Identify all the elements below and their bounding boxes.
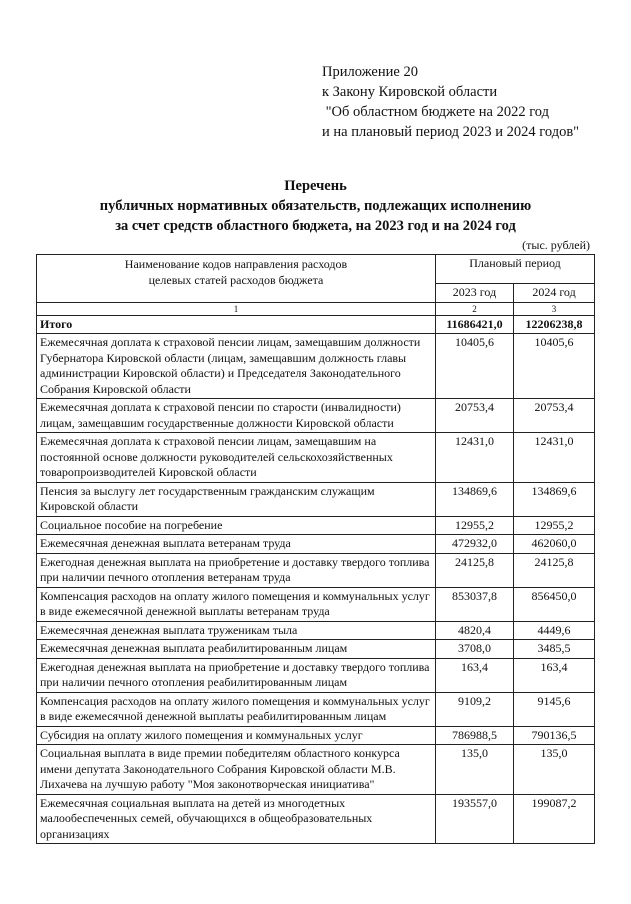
- row-value-2023: 163,4: [436, 658, 514, 692]
- row-name: Пенсия за выслугу лет государственным гражданским служащим Кировской области: [37, 482, 436, 516]
- title-line: Перечень: [284, 178, 347, 194]
- table-row: [37, 726, 595, 745]
- row-name: Ежемесячная денежная выплата труженикам тыла: [37, 621, 436, 640]
- column-number: 2: [436, 302, 514, 315]
- row-value-2024: 462060,0: [514, 535, 595, 554]
- row-value-2023: 9109,2: [436, 692, 514, 726]
- row-value-2023: 12955,2: [436, 516, 514, 535]
- row-value-2023: 853037,8: [436, 587, 514, 621]
- table-row: [37, 794, 595, 844]
- row-name: Социальная выплата в виде премии победителям областного конкурса имени депутата Законодательного Собрания Кировской области М.В. Лихачева на лучшую работу "Моя законотворческая инициатива": [37, 745, 436, 795]
- row-value-2024: 134869,6: [514, 482, 595, 516]
- row-name: Компенсация расходов на оплату жилого помещения и коммунальных услуг в виде ежемесячной денежной выплаты ветеранам труда: [37, 587, 436, 621]
- table-row: [37, 640, 595, 659]
- total-label: Итого: [37, 315, 436, 334]
- row-value-2024: 24125,8: [514, 553, 595, 587]
- row-value-2023: 10405,6: [436, 334, 514, 399]
- table-header-row: [37, 255, 595, 284]
- table-row: [37, 658, 595, 692]
- appendix-header: [322, 62, 579, 142]
- header-name-line: Наименование кодов направления расходов: [124, 257, 348, 271]
- appendix-line: "Об областном бюджете на 2022 год: [322, 104, 550, 120]
- column-number-row: [37, 302, 595, 315]
- header-name-line: целевых статей расходов бюджета: [148, 272, 324, 287]
- row-value-2023: 24125,8: [436, 553, 514, 587]
- row-name: Ежегодная денежная выплата на приобретение и доставку твердого топлива при наличии печного отопления реабилитированным лицам: [37, 658, 436, 692]
- row-value-2024: 135,0: [514, 745, 595, 795]
- row-value-2023: 12431,0: [436, 433, 514, 483]
- row-value-2023: 135,0: [436, 745, 514, 795]
- row-value-2024: 790136,5: [514, 726, 595, 745]
- header-period-cell: Плановый период: [436, 255, 595, 284]
- table-row: [37, 587, 595, 621]
- row-name: Ежемесячная доплата к страховой пенсии по старости (инвалидности) лицам, замещавшим государственные должности Кировской области: [37, 399, 436, 433]
- row-value-2024: 10405,6: [514, 334, 595, 399]
- row-value-2024: 4449,6: [514, 621, 595, 640]
- header-year-2024: 2024 год: [514, 284, 595, 303]
- appendix-line: к Закону Кировской области: [322, 84, 498, 100]
- row-name: Ежегодная денежная выплата на приобретение и доставку твердого топлива при наличии печного отопления ветеранам труда: [37, 553, 436, 587]
- row-value-2023: 193557,0: [436, 794, 514, 844]
- obligations-table: [36, 254, 595, 844]
- document-title: [0, 176, 631, 236]
- row-value-2024: 199087,2: [514, 794, 595, 844]
- appendix-line: и на плановый период 2023 и 2024 годов": [322, 124, 580, 140]
- total-2024: 12206238,8: [514, 315, 595, 334]
- row-name: Субсидия на оплату жилого помещения и коммунальных услуг: [37, 726, 436, 745]
- row-value-2023: 472932,0: [436, 535, 514, 554]
- units-label: (тыс. рублей): [522, 238, 590, 252]
- row-value-2024: 856450,0: [514, 587, 595, 621]
- row-value-2024: 3485,5: [514, 640, 595, 659]
- column-number: 1: [37, 302, 436, 315]
- row-value-2023: 3708,0: [436, 640, 514, 659]
- table-row: [37, 516, 595, 535]
- row-name: Ежемесячная социальная выплата на детей из многодетных малообеспеченных семей, обучающихся в общеобразовательных организациях: [37, 794, 436, 844]
- table-row: [37, 553, 595, 587]
- row-name: Ежемесячная денежная выплата ветеранам труда: [37, 535, 436, 554]
- row-name: Компенсация расходов на оплату жилого помещения и коммунальных услуг в виде ежемесячной денежной выплаты реабилитированным лицам: [37, 692, 436, 726]
- column-number: 3: [514, 302, 595, 315]
- row-value-2024: 12955,2: [514, 516, 595, 535]
- row-value-2024: 9145,6: [514, 692, 595, 726]
- table-row: [37, 621, 595, 640]
- row-value-2023: 20753,4: [436, 399, 514, 433]
- table-row: [37, 535, 595, 554]
- appendix-line: Приложение 20: [322, 64, 418, 80]
- title-line: публичных нормативных обязательств, подлежащих исполнению: [99, 198, 532, 214]
- row-name: Ежемесячная доплата к страховой пенсии лицам, замещавшим должности Губернатора Кировской области (лицам, замещавшим должность главы администрации Кировской области) и Председателя Законодательного Собрания Кировской области: [37, 334, 436, 399]
- total-row: [37, 315, 595, 334]
- table-row: [37, 399, 595, 433]
- table-row: [37, 482, 595, 516]
- total-2023: 11686421,0: [436, 315, 514, 334]
- row-value-2024: 12431,0: [514, 433, 595, 483]
- table-row: [37, 745, 595, 795]
- row-name: Ежемесячная денежная выплата реабилитированным лицам: [37, 640, 436, 659]
- table-row: [37, 433, 595, 483]
- title-line: за счет средств областного бюджета, на 2023 год и на 2024 год: [115, 218, 516, 234]
- row-value-2023: 786988,5: [436, 726, 514, 745]
- row-value-2024: 20753,4: [514, 399, 595, 433]
- row-value-2023: 134869,6: [436, 482, 514, 516]
- row-name: Социальное пособие на погребение: [37, 516, 436, 535]
- row-name: Ежемесячная доплата к страховой пенсии лицам, замещавшим на постоянной основе должности руководителей сельскохозяйственных товаропроизводителей Кировской области: [37, 433, 436, 483]
- header-year-2023: 2023 год: [436, 284, 514, 303]
- row-value-2023: 4820,4: [436, 621, 514, 640]
- row-value-2024: 163,4: [514, 658, 595, 692]
- table-row: [37, 692, 595, 726]
- header-name-cell: [37, 255, 436, 303]
- table-row: [37, 334, 595, 399]
